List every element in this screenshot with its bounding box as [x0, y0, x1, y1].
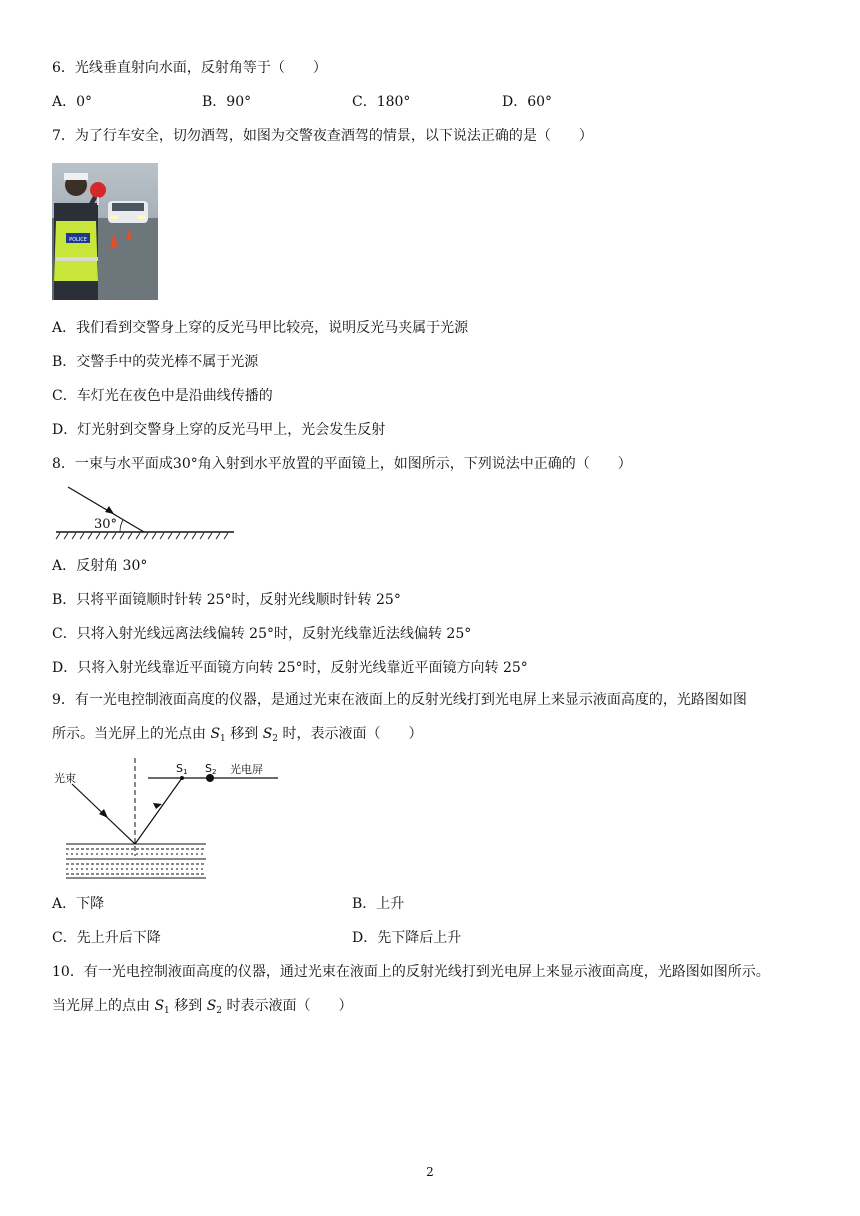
angle-30-label: 30°	[94, 517, 118, 532]
q6-option-c: C．180°	[352, 94, 411, 110]
q9-option-d: D．先下降后上升	[352, 930, 462, 946]
page-number: 2	[426, 1165, 434, 1179]
q7-option-d: D．灯光射到交警身上穿的反光马甲上，光会发生反射	[52, 422, 386, 438]
liquid-level-diagram	[52, 756, 282, 882]
q6-stem: 6．光线垂直射向水面，反射角等于（ ）	[52, 60, 327, 76]
q8-option-b: B．只将平面镜顺时针转 25°时，反射光线顺时针转 25°	[52, 592, 401, 608]
q7-stem: 7．为了行车安全，切勿酒驾，如图为交警夜查酒驾的情景，以下说法正确的是（ ）	[52, 128, 593, 144]
q7-option-c: C．车灯光在夜色中是沿曲线传播的	[52, 388, 273, 404]
q8-option-c: C．只将入射光线远离法线偏转 25°时，反射光线靠近法线偏转 25°	[52, 626, 472, 642]
q9-option-c: C．先上升后下降	[52, 930, 161, 946]
mirror-incidence-diagram	[52, 484, 242, 544]
q9-option-a: A．下降	[52, 896, 105, 912]
screen-label: 光电屏	[230, 763, 263, 776]
s1-label: S1	[176, 762, 188, 776]
q10-stem-line2: 当光屏上的点由 $S_1$ 移到 $S_2$ 时表示液面（ ）	[52, 998, 353, 1016]
q7-option-b: B．交警手中的荧光棒不属于光源	[52, 354, 259, 370]
q7-option-a: A．我们看到交警身上穿的反光马甲比较亮，说明反光马夹属于光源	[52, 320, 469, 336]
q6-option-a: A．0°	[52, 94, 93, 110]
beam-label: 光束	[54, 772, 76, 785]
q6-options	[52, 92, 812, 112]
q8-stem: 8．一束与水平面成30°角入射到水平放置的平面镜上，如图所示，下列说法中正确的（ ）	[52, 456, 632, 472]
police-photo	[52, 163, 158, 300]
q9-stem-line1: 9．有一光电控制液面高度的仪器，是通过光束在液面上的反射光线打到光电屏上来显示液面高度的，光路图如图	[52, 692, 747, 708]
police-badge-text: POLICE	[69, 237, 87, 243]
q9-option-b: B．上升	[352, 896, 405, 912]
q6-option-b: B．90°	[202, 94, 252, 110]
q8-option-d: D．只将入射光线靠近平面镜方向转 25°时，反射光线靠近平面镜方向转 25°	[52, 660, 528, 676]
q6-option-d: D．60°	[502, 94, 553, 110]
s2-label: S2	[205, 762, 217, 776]
q8-option-a: A．反射角 30°	[52, 558, 148, 574]
q10-stem-line1: 10．有一光电控制液面高度的仪器，通过光束在液面上的反射光线打到光电屏上来显示液面高度，光路图如图所示。	[52, 964, 770, 980]
q9-stem-line2: 所示。当光屏上的光点由 $S_1$ 移到 $S_2$ 时，表示液面（ ）	[52, 726, 423, 744]
